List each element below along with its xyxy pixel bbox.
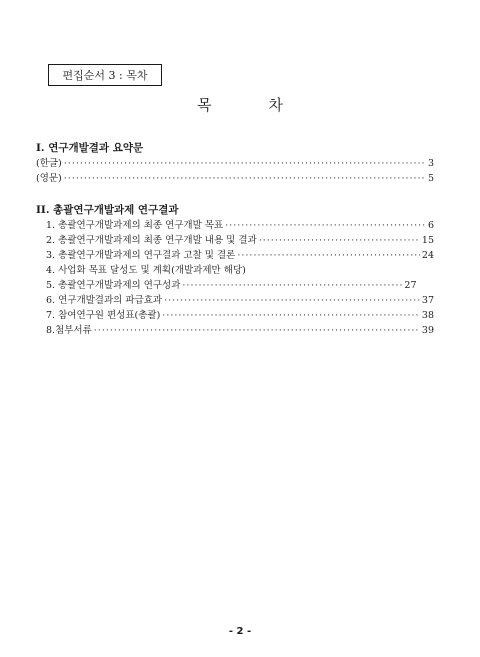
toc-entry-page: 24 [421, 250, 434, 261]
leader-dots [94, 323, 420, 338]
toc-entry-text: (영문) [36, 173, 62, 184]
toc-entry-text: (한글) [36, 158, 62, 169]
toc-entry-page: 5 [427, 173, 434, 184]
toc-entry-page: 6 [427, 220, 434, 231]
toc-entry[interactable] [36, 233, 434, 248]
toc-entry-text: 7. 참여연구원 편성표(총괄) [46, 310, 161, 321]
toc-entry[interactable] [36, 156, 434, 171]
leader-dots [237, 248, 420, 263]
leader-dots [182, 278, 402, 293]
toc-entry[interactable] [36, 293, 434, 308]
leader-dots [259, 233, 420, 248]
toc-entry[interactable] [36, 171, 434, 186]
section-heading-results: II. 총괄연구개발과제 연구결과 [36, 204, 179, 216]
toc-entry[interactable] [36, 323, 434, 338]
toc-entry[interactable] [36, 278, 434, 293]
page-title: 목 차 [197, 96, 309, 114]
toc-section-results [36, 218, 434, 338]
leader-dots [64, 156, 426, 171]
toc-entry-page: 37 [421, 295, 434, 306]
toc-entry-page: 39 [421, 325, 434, 336]
leader-dots [225, 218, 426, 233]
toc-entry[interactable] [36, 218, 434, 233]
toc-entry[interactable] [36, 308, 434, 323]
toc-entry-page: 27 [404, 280, 417, 291]
toc-entry[interactable] [36, 263, 434, 278]
toc-entry-text: 2. 총괄연구개발과제의 최종 연구개발 내용 및 결과 [46, 235, 257, 246]
leader-dots [64, 171, 426, 186]
toc-entry-page: 3 [427, 158, 434, 169]
document-section-label: 편집순서 3 : 목차 [48, 64, 162, 86]
toc-entry[interactable] [36, 248, 434, 263]
leader-dots [162, 308, 420, 323]
toc-entry-text: 4. 사업화 목표 달성도 및 계획(개발과제만 해당) [46, 265, 246, 276]
toc-entry-page: 15 [421, 235, 434, 246]
toc-entry-text: 8.첨부서류 [46, 325, 92, 336]
toc-entry-text: 5. 총괄연구개발과제의 연구성과 [46, 280, 181, 291]
toc-entry-page: 38 [421, 310, 434, 321]
toc-entry-text: 6. 연구개발결과의 파급효과 [46, 295, 163, 306]
toc-entry-text: 3. 총괄연구개발과제의 연구결과 고찰 및 결론 [46, 250, 236, 261]
leader-dots [164, 293, 420, 308]
toc-entry-text: 1. 총괄연구개발과제의 최종 연구개발 목표 [46, 220, 224, 231]
page-number: - 2 - [228, 626, 252, 637]
section-heading-summary: I. 연구개발결과 요약문 [36, 142, 144, 154]
toc-section-summary [36, 156, 434, 186]
